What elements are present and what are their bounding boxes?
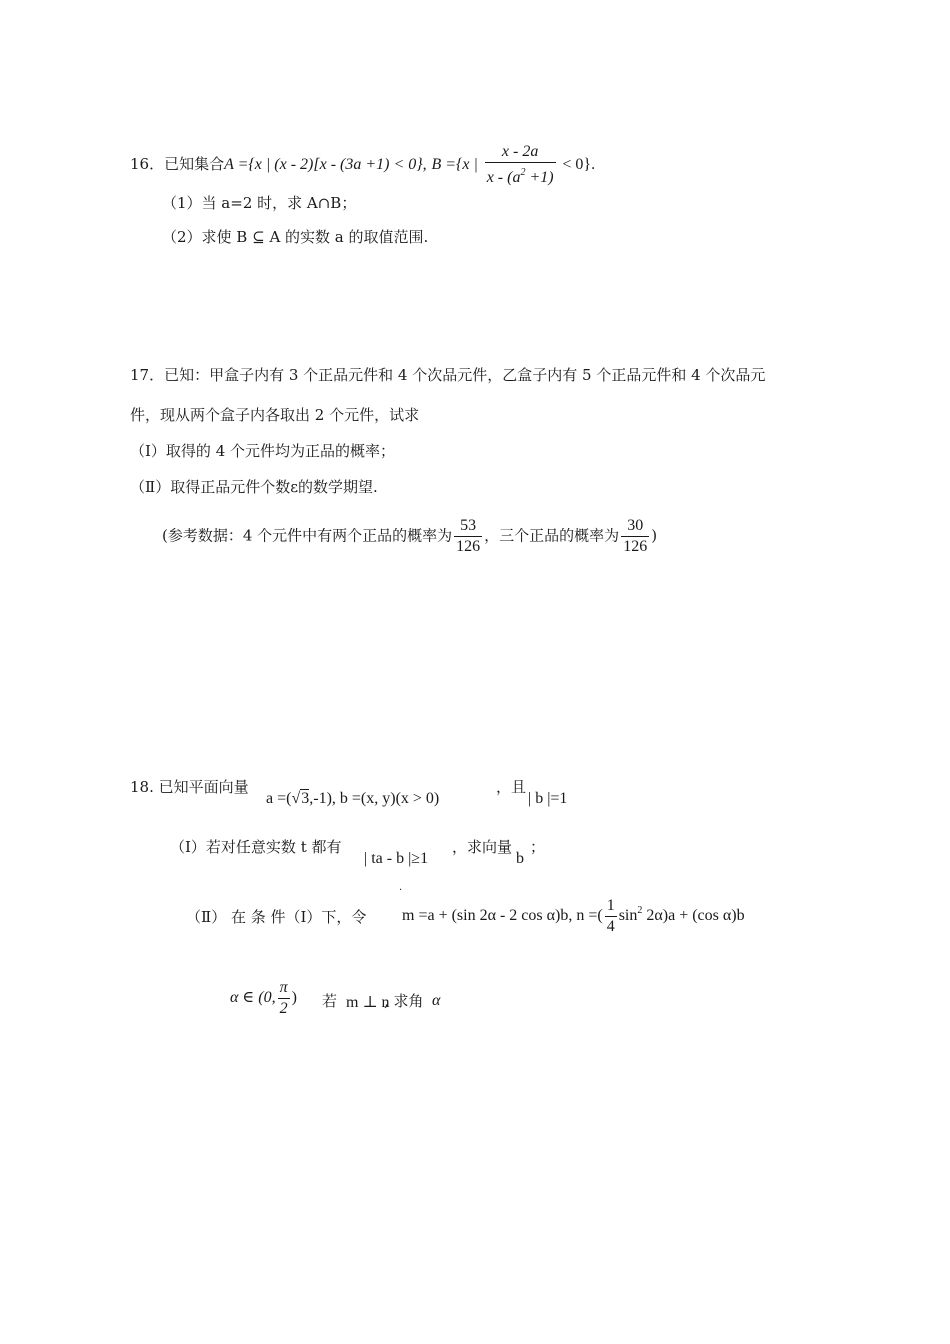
q18-line3: α ∈ (0, $\frac{\pi}{2}$ ) <box>230 979 297 1017</box>
q18-part1-expr: | ta - b |≥1 <box>364 850 429 867</box>
q16-set-a: A ={x | (x - 2)[x - (3a +1) < 0}, <box>224 156 427 173</box>
q18-dot-mark: · <box>399 885 403 896</box>
q16-part1: （1）当 a=2 时，求 A∩B； <box>162 194 357 212</box>
q17-frac2-num: 30 <box>621 516 649 537</box>
q18-part1-label: （Ⅰ）若对任意实数 t 都有 <box>170 838 342 856</box>
q17-part1: （Ⅰ）取得的 4 个元件均为正品的概率； <box>130 442 396 460</box>
q17-frac2-den: 126 <box>623 538 648 555</box>
q16-fraction <box>485 142 556 188</box>
q18-part2-label: （Ⅱ） 在 条 件（Ⅰ）下，令 <box>186 908 367 926</box>
q16-frac-den: $x - (a^2 +1)$ <box>486 167 554 186</box>
q18-norm-b: | b |=1 <box>528 790 568 807</box>
q17-reference <box>162 516 657 557</box>
q18-sqrt: 3 <box>301 790 310 807</box>
q17-ref-a: (参考数据：4 个元件中有两个正品的概率为 <box>162 526 453 545</box>
q17-frac1-den: 126 <box>456 538 481 555</box>
q18-line3-ruo: 若 <box>322 992 338 1010</box>
q18-line3-perp: m ⊥ n <box>346 994 390 1011</box>
q18-stem: 18. 已知平面向量 <box>130 778 249 796</box>
q17-frac1-num: 53 <box>454 516 482 537</box>
q18-comma: ，且 <box>496 778 527 796</box>
q18-vectors: a =(√3,-1), b =(x, y)(x > 0) <box>266 790 440 807</box>
q16-part2: （2）求使 B ⊆ A 的实数 a 的取值范围. <box>162 228 429 246</box>
q16-set-b-head: B ={x | <box>431 156 478 173</box>
q17-fraction-1 <box>454 516 482 557</box>
q17-part2: （Ⅱ）取得正品元件个数ε的数学期望. <box>130 478 378 496</box>
q17-line2: 件，现从两个盒子内各取出 2 个元件，试求 <box>130 406 420 424</box>
q18-part1-ask: ，求向量 <box>452 838 513 856</box>
q16-set-b-tail: < 0}. <box>562 156 596 173</box>
q18-quarter-fraction: $\frac{1}{4}$ <box>606 897 615 935</box>
q17-ref-b: ，三个正品的概率为 <box>484 526 620 545</box>
q18-part1-vec: b <box>516 850 524 867</box>
q16-line <box>130 142 595 188</box>
q18-part2-expr: m =a + (sin 2α - 2 cos α)b, n =( $\frac{1}{4}$ $\sin^2 2\alpha)a + (\cos$ α)b <box>402 897 745 935</box>
q17-ref-end: ) <box>651 526 658 545</box>
q18-line3-ask: , 求角 <box>384 992 424 1010</box>
q18-pi-fraction: $\frac{\pi}{2}$ <box>279 979 288 1017</box>
q16-frac-num: x - 2a <box>485 142 556 163</box>
q17-line1: 17．已知：甲盒子内有 3 个正品元件和 4 个次品元件，乙盒子内有 5 个正品元件和 4 个次品元 <box>130 366 766 384</box>
q17-fraction-2 <box>621 516 649 557</box>
q18-line3-alpha: α <box>432 992 441 1009</box>
q16-stem: 16．已知集合 <box>130 155 225 173</box>
q18-part1-end: ； <box>530 838 546 856</box>
